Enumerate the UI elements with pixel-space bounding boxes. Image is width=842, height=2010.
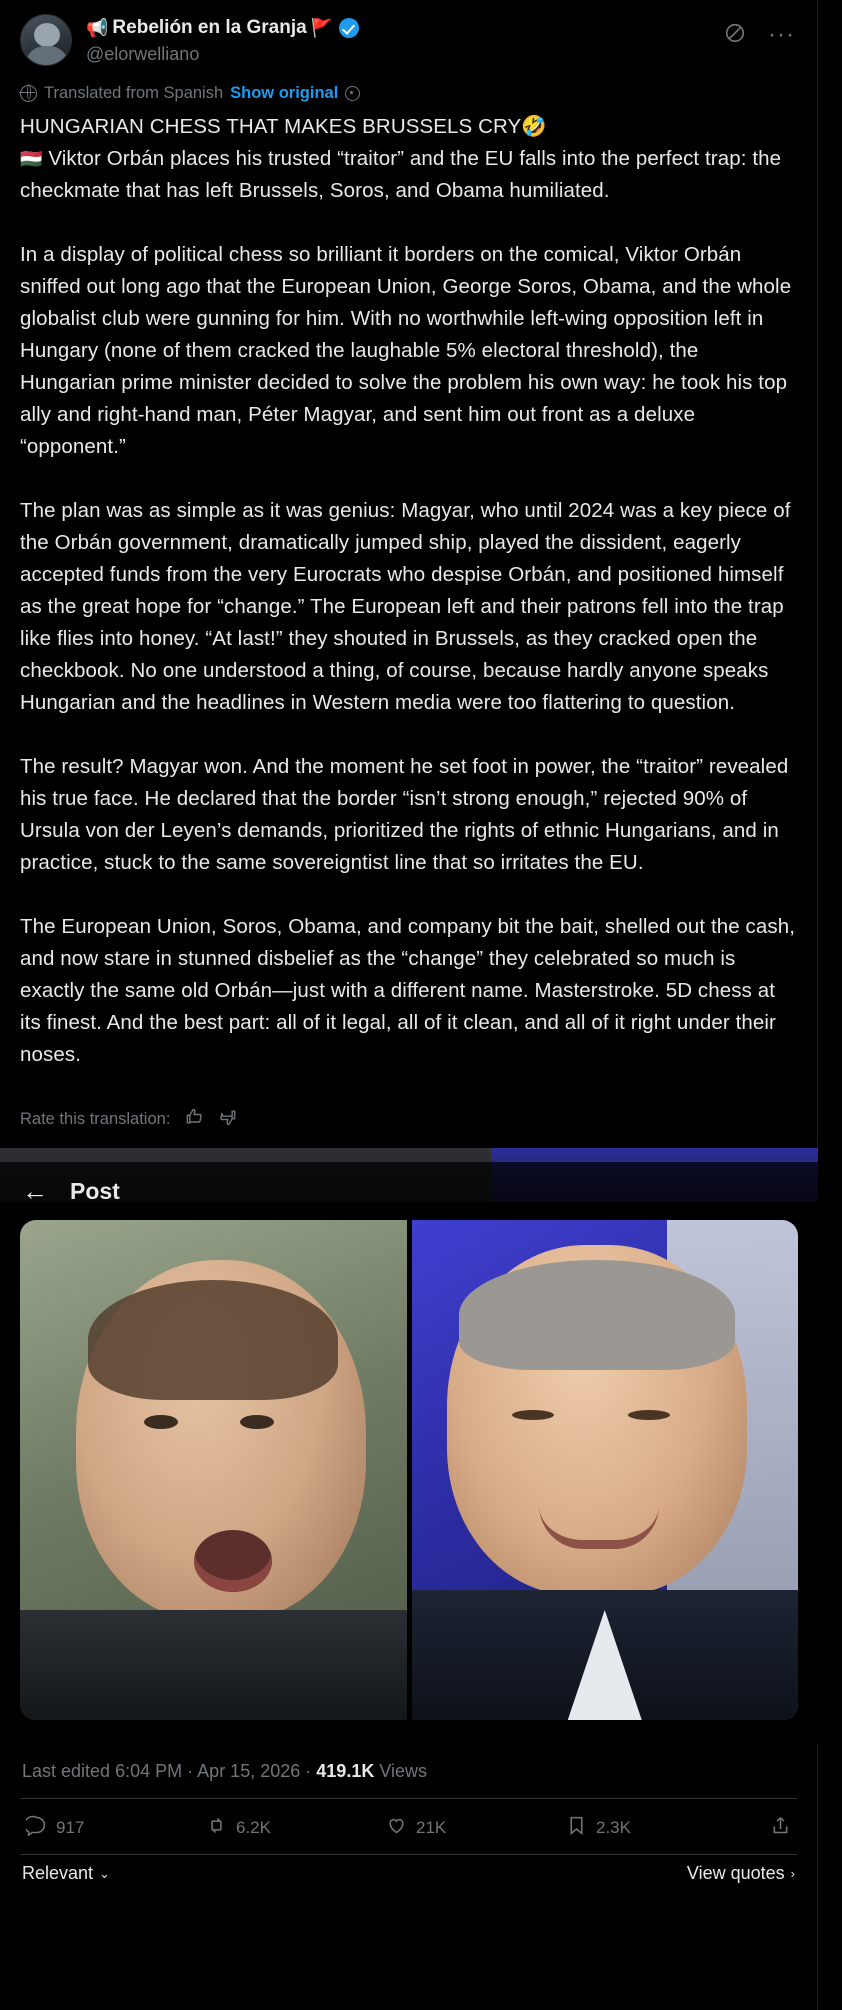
author-display-name[interactable]: Rebelión en la Granja [112,17,307,38]
photo-right-hair [459,1260,735,1370]
last-edited-label: Last edited [22,1761,111,1781]
meta-separator-2: · [305,1761,312,1781]
meta-separator-1: · [187,1761,194,1781]
chevron-down-icon: ⌄ [99,1865,110,1881]
photo-left[interactable] [20,1220,407,1720]
chevron-right-icon: › [790,1866,795,1881]
post-text [0,109,817,1071]
repost-count: 6.2K [236,1817,271,1837]
photo-left-hair [88,1280,338,1400]
author-handle[interactable]: @elorwelliano [86,44,200,64]
globe-icon [20,85,37,102]
share-icon [770,1815,791,1840]
thumbs-up-icon[interactable] [184,1107,204,1132]
bookmark-button[interactable] [566,1815,746,1840]
show-original-link[interactable]: Show original [230,84,339,102]
post-lead: Viktor Orbán places his trusted “traitor” and the EU falls into the perfect trap: the checkmate that has left Brussels, Soros, and Obama humiliated. [20,147,782,202]
bookmark-count: 2.3K [596,1817,631,1837]
post-paragraph-4: The European Union, Soros, Obama, and company bit the bait, shelled out the cash, and now stare in stunned disbelief as the “change” they celebrated so much is exactly the same old Orbán—just with a different name. Masterstroke. 5D chess at its finest. And the best part: all of it legal, all of it clean, and all of it right under their noses. [20,915,796,1066]
footer-row [0,1855,817,1900]
post-date: Apr 15, 2026 [197,1761,301,1781]
post-paragraph-2: The plan was as simple as it was genius: Magyar, who until 2024 was a key piece of the Orbán government, dramatically jumped ship, played the dissident, eagerly accepted funds from the very Eurocrats who despise Orbán, and positioned himself as the great hope for “change.” The European left and their patrons fell into the trap like flies into honey. “At last!” they shouted in Brussels, as they cracked open the checkbook. No one understood a thing, of course, because hardly anyone speaks Hungarian and the headlines in Western media were too flattering to question. [20,499,791,714]
author-name-line [86,16,359,40]
photo-left-eye-left [144,1415,178,1429]
repost-icon [206,1815,227,1840]
views-count: 419.1K [316,1761,375,1781]
hungary-flag-icon: 🇭🇺 [20,149,43,169]
translation-bar [0,70,817,109]
photo-right[interactable] [412,1220,799,1720]
post-time: 6:04 PM [115,1761,183,1781]
overlay-title: Post [70,1177,120,1204]
author-meta [86,14,359,66]
thumbs-down-icon[interactable] [218,1107,238,1132]
verified-badge-icon[interactable] [339,18,359,38]
views-label: Views [379,1761,428,1781]
photo-left-suit [20,1610,407,1720]
more-options-icon[interactable]: ··· [768,21,795,48]
media-container[interactable] [0,1148,818,1743]
overlay-header [0,1162,818,1220]
post-meta [0,1743,817,1798]
megaphone-icon: 📢 [86,18,109,38]
photo-right-eye-left [512,1410,554,1420]
view-quotes-label: View quotes [686,1863,785,1883]
repost-button[interactable] [206,1815,386,1840]
photo-right-eye-right [628,1410,670,1420]
rate-translation-row [0,1103,817,1148]
sort-label: Relevant [22,1863,94,1883]
mute-slash-icon[interactable] [724,22,746,48]
flag-icon: 🚩 [310,18,334,38]
author-row[interactable] [0,0,817,70]
photo-left-mouth [194,1530,272,1592]
post-headline: HUNGARIAN CHESS THAT MAKES BRUSSELS CRY🤣 [20,115,547,138]
like-heart-icon [386,1815,407,1840]
bookmark-icon [566,1815,587,1840]
avatar[interactable] [20,14,72,66]
translation-label: Translated from Spanish [44,84,224,102]
action-bar [0,1799,817,1854]
sort-selector[interactable] [22,1863,110,1884]
like-count: 21K [416,1817,447,1837]
like-button[interactable] [386,1815,566,1840]
photo-grid [20,1220,798,1720]
header-actions [724,22,795,48]
view-quotes-link[interactable] [687,1863,795,1884]
post-paragraph-3: The result? Magyar won. And the moment he set foot in power, the “traitor” revealed his true face. He declared that the border “isn’t strong enough,” rejected 90% of Ursula von der Leyen’s demands, prioritized the rights of ethnic Hungarians, and in practice, stuck to the same sovereigntist line that so irritates the EU. [20,755,789,874]
right-rail [818,0,842,2010]
reply-count: 917 [56,1817,85,1837]
back-arrow-icon[interactable]: ← [22,1176,48,1206]
reply-icon [26,1815,47,1840]
gear-icon[interactable] [345,86,360,101]
rate-translation-label: Rate this translation: [20,1110,171,1128]
post-paragraph-1: In a display of political chess so brilliant it borders on the comical, Viktor Orbán sniffed out long ago that the European Union, George Soros, Obama, and the whole globalist club were gunning for him. With no worthwhile left-wing opposition left in Hungary (none of them cracked the laughable 5% electoral threshold), the Hungarian prime minister decided to solve the problem his own way: he took his top ally and right-hand man, Péter Magyar, and sent him out front as a deluxe “opponent.” [20,243,792,458]
reply-button[interactable] [26,1815,206,1840]
post-headline-block [20,111,797,207]
share-button[interactable] [770,1815,791,1840]
